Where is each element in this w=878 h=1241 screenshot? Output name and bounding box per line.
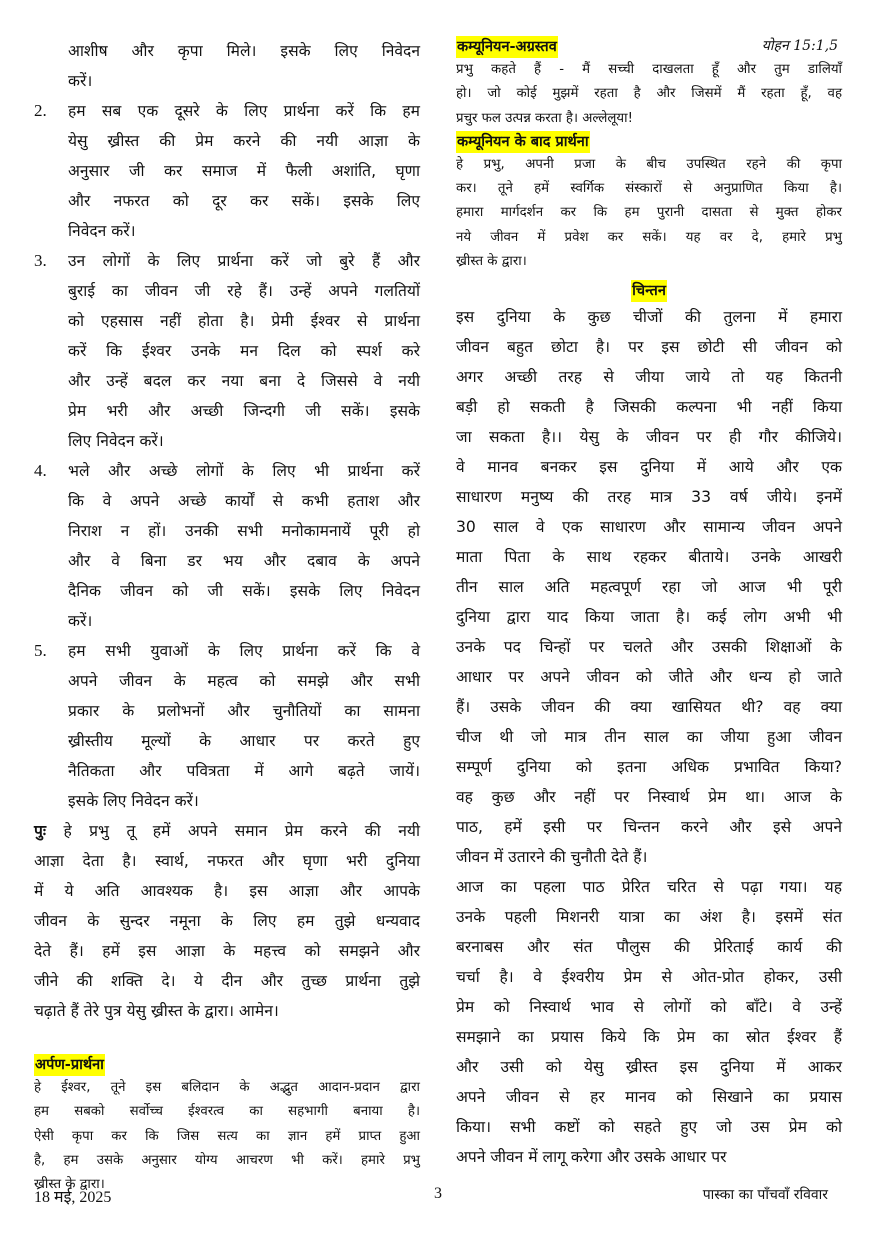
text-line: और वे बिना डर भय और दबाव के अपने bbox=[68, 552, 420, 570]
text-line: करें। bbox=[68, 72, 93, 90]
text-line: को एहसास नहीं होता है। प्रेमी ईश्वर से प्रार्थना bbox=[68, 312, 420, 330]
text-line: जा सकता है।। येसु के जीवन पर ही गौर कीजिये। bbox=[456, 428, 842, 447]
text-line: हैं। उसके जीवन की क्या खासियत थी? वह क्या bbox=[456, 698, 842, 717]
item-number: 3. bbox=[34, 251, 47, 270]
text-line: प्रचुर फल उत्पन्न करता है। अल्लेलूया! bbox=[456, 110, 633, 126]
text-line: लिए निवेदन करें। bbox=[68, 432, 164, 450]
post-communion-text bbox=[456, 153, 842, 274]
text-line: चढ़ाते हैं तेरे पुत्र येसु ख्रीस्त के द्वारा। आमेन। bbox=[34, 1002, 279, 1020]
text-line: देते हैं। हमें इस आज्ञा के महत्त्व को समझने और bbox=[34, 942, 420, 960]
text-line: चीज थी जो मात्र तीन साल का जीया हुआ जीवन bbox=[456, 728, 842, 747]
intercessions-list bbox=[34, 96, 420, 816]
text-line: आधार पर अपने जीवन को जीते और धन्य हो जाते bbox=[456, 668, 842, 687]
communion-antiphon-section bbox=[456, 36, 842, 131]
text-line: 30 साल वे एक साधारण और सामान्य जीवन अपने bbox=[456, 518, 842, 537]
text-line: आज्ञा देता है। स्वार्थ, नफरत और घृणा भरी दुनिया bbox=[34, 852, 420, 870]
text-line: हम सब एक दूसरे के लिए प्रार्थना करें कि हम bbox=[68, 102, 420, 120]
text-line: अनुसार जी कर समाज में फैली अशांति, घृणा bbox=[68, 162, 420, 180]
text-line: जीवन के सुन्दर नमूना के लिए हम तुझे धन्यवाद bbox=[34, 912, 420, 930]
item-number: 2. bbox=[34, 101, 47, 120]
text-line: जीने की शक्ति दे। ये दीन और तुच्छ प्रार्थना तुझे bbox=[34, 972, 420, 990]
text-line: हमारा मार्गदर्शन कर कि हम पुरानी दासता से मुक्त होकर bbox=[456, 205, 842, 221]
priest-label: पुः bbox=[34, 822, 47, 840]
text-line bbox=[34, 816, 420, 846]
intercession-1-continued bbox=[34, 36, 420, 96]
text-line: आशीष और कृपा मिले। इसके लिए निवेदन bbox=[68, 42, 420, 60]
closing-prayer bbox=[34, 816, 420, 1026]
page-number: 3 bbox=[434, 1185, 442, 1202]
text-line: जीवन में उतारने की चुनौती देते हैं। bbox=[456, 848, 648, 867]
text-line: तीन साल अति महत्वपूर्ण रहा जो आज भी पूरी bbox=[456, 578, 842, 597]
footer-date: 18 मई, 2025 bbox=[34, 1189, 112, 1206]
text-line: आज का पहला पाठ प्रेरित चरित से पढ़ा गया। यह bbox=[456, 878, 842, 897]
text-line: उनके पद चिन्हों पर चलते और उसकी शिक्षाओं के bbox=[456, 638, 842, 657]
intercession-item bbox=[34, 246, 420, 456]
text-line: बुराई का जीवन जी रहे हैं। उन्हें अपने गलतियों bbox=[68, 282, 420, 300]
text-line: हो। जो कोई मुझमें रहता है और जिसमें मैं रहता हूँ, वह bbox=[456, 86, 842, 102]
text-line: इसके लिए निवेदन करें। bbox=[68, 792, 199, 810]
text-line: उनके पहली मिशनरी यात्रा का अंश है। इसमें संत bbox=[456, 908, 842, 927]
text-line: उन लोगों के लिए प्रार्थना करें जो बुरे हैं और bbox=[68, 252, 420, 270]
text-line: करें कि ईश्वर उनके मन दिल को स्पर्श करे bbox=[68, 342, 420, 360]
text-line: नये जीवन में प्रवेश कर सकें। यह वर दे, हमारे प्रभु bbox=[456, 229, 842, 245]
offering-section bbox=[34, 1054, 420, 1197]
offering-title: अर्पण-प्रार्थना bbox=[34, 1054, 105, 1076]
text-line: दुनिया द्वारा याद किया जाता है। कई लोग अभी भी bbox=[456, 608, 842, 627]
footer-occasion: पास्का का पाँचवाँ रविवार bbox=[702, 1187, 828, 1203]
post-communion-title: कम्यूनियन के बाद प्रार्थना bbox=[456, 131, 590, 153]
text-line: जीवन बहुत छोटा है। पर इस छोटी सी जीवन को bbox=[456, 338, 842, 357]
reflection-paragraph-2 bbox=[456, 872, 842, 1172]
offering-text bbox=[34, 1076, 420, 1197]
text-line: हे ईश्वर, तूने इस बलिदान के अद्भुत आदान-प्रदान द्वारा bbox=[34, 1080, 420, 1095]
text-line: बरनाबस और संत पौलुस की प्रेरिताई कार्य की bbox=[456, 938, 842, 957]
text-line: प्रभु कहते हैं - मैं सच्ची दाखलता हूँ और तुम डालियाँ bbox=[456, 62, 842, 77]
text-line: निवेदन करें। bbox=[68, 222, 136, 240]
text-line: हम सबको सर्वोच्च ईश्वरत्व का सहभागी बनाया है। bbox=[34, 1104, 420, 1120]
scripture-reference: योहन 15:1,5 bbox=[761, 38, 838, 54]
text-line: अपने जीवन के महत्व को समझे और सभी bbox=[68, 672, 420, 690]
text-line: प्रेम को निस्वार्थ भाव से लोगों को बाँटे। वे उन्हें bbox=[456, 998, 842, 1017]
text-line: प्रेम भरी और अच्छी जिन्दगी जी सकें। इसके bbox=[68, 402, 420, 420]
text-line: सम्पूर्ण दुनिया को इतना अधिक प्रभावित किया? bbox=[456, 758, 842, 777]
communion-text bbox=[456, 58, 842, 131]
text-line: कर। तूने हमें स्वर्गिक संस्कारों से अनुप्राणित किया है। bbox=[456, 181, 842, 197]
text-line: भले और अच्छे लोगों के लिए भी प्रार्थना करें bbox=[68, 462, 420, 480]
text-line: साधारण मनुष्य की तरह मात्र 33 वर्ष जीये। इनमें bbox=[456, 488, 842, 507]
text-line: हम सभी युवाओं के लिए प्रार्थना करें कि वे bbox=[68, 642, 420, 660]
text-line: ख्रीस्त के द्वारा। bbox=[34, 1177, 105, 1193]
text-line: किया। सभी कष्टों को सहते हुए जो उस प्रेम को bbox=[456, 1118, 842, 1137]
intercession-item bbox=[34, 96, 420, 246]
text-line: इस दुनिया के कुछ चीजों की तुलना में हमारा bbox=[456, 308, 842, 327]
text-line: और उन्हें बदल कर नया बना दे जिससे वे नयी bbox=[68, 372, 420, 390]
text-line: ख्रीस्त के द्वारा। bbox=[456, 254, 527, 270]
right-column bbox=[456, 36, 842, 1172]
text-line: चर्चा है। वे ईश्वरीय प्रेम से ओत-प्रोत होकर, उसी bbox=[456, 968, 842, 987]
text-line: समझाने का प्रयास किये कि प्रेम का स्रोत ईश्वर हैं bbox=[456, 1028, 842, 1047]
text-line: हे प्रभु, अपनी प्रजा के बीच उपस्थित रहने की कृपा bbox=[456, 156, 842, 172]
item-number: 4. bbox=[34, 461, 47, 480]
post-communion-section bbox=[456, 131, 842, 274]
text-line: में ये अति आवश्यक है। इस आज्ञा और आपके bbox=[34, 882, 420, 900]
text-line: वह कुछ और नहीं पर निस्वार्थ प्रेम था। आज के bbox=[456, 788, 842, 807]
left-column bbox=[34, 36, 420, 1197]
text-line: करें। bbox=[68, 612, 93, 630]
text-line: और उसी को येसु ख्रीस्त इस दुनिया में आकर bbox=[456, 1058, 842, 1077]
text-line: कि वे अपने अच्छे कार्यों से कभी हताश और bbox=[68, 492, 420, 510]
text-line: बड़ी हो सकती है जिसकी कल्पना भी नहीं किया bbox=[456, 398, 842, 417]
text-line: प्रकार के प्रलोभनों और चुनौतियों का सामना bbox=[68, 702, 420, 720]
text-line: पाठ, हमें इसी पर चिन्तन करने और इसे अपने bbox=[456, 818, 842, 837]
reflection-paragraph-1 bbox=[456, 302, 842, 872]
text-line: येसु ख्रीस्त की प्रेम करने की नयी आज्ञा के bbox=[68, 132, 420, 150]
text-line: अगर अच्छी तरह से जीया जाये तो यह कितनी bbox=[456, 368, 842, 387]
intercession-item bbox=[34, 456, 420, 636]
text-line: दैनिक जीवन को जी सकें। इसके लिए निवेदन bbox=[68, 582, 420, 600]
text-run: हे प्रभु तू हमें अपने समान प्रेम करने की नयी bbox=[46, 822, 420, 840]
text-line: वे मानव बनकर इस दुनिया में आये और एक bbox=[456, 458, 842, 477]
intercession-item bbox=[34, 636, 420, 816]
text-line: माता पिता के साथ रहकर बीताये। उनके आखरी bbox=[456, 548, 842, 567]
text-line: अपने जीवन में लागू करेगा और उसके आधार पर bbox=[456, 1148, 727, 1167]
text-line: अपने जीवन से हर मानव को सिखाने का प्रयास bbox=[456, 1088, 842, 1107]
reflection-title: चिन्तन bbox=[631, 280, 667, 302]
item-number: 5. bbox=[34, 641, 47, 660]
text-line: है, हम उसके अनुसार योग्य आचरण भी करें। हमारे प्रभु bbox=[34, 1152, 420, 1168]
text-line: निराश न हों। उनकी सभी मनोकामनायें पूरी हो bbox=[68, 522, 420, 540]
text-line: ऐसी कृपा कर कि जिस सत्य का ज्ञान हमें प्राप्त हुआ bbox=[34, 1128, 420, 1144]
text-line: नैतिकता और पवित्रता में आगे बढ़ते जायें। bbox=[68, 762, 420, 780]
text-line: ख्रीस्तीय मूल्यों के आधार पर करते हुए bbox=[68, 732, 420, 750]
communion-title: कम्यूनियन-अग्रस्तव bbox=[456, 36, 558, 58]
text-line: और नफरत को दूर कर सकें। इसके लिए bbox=[68, 192, 420, 210]
